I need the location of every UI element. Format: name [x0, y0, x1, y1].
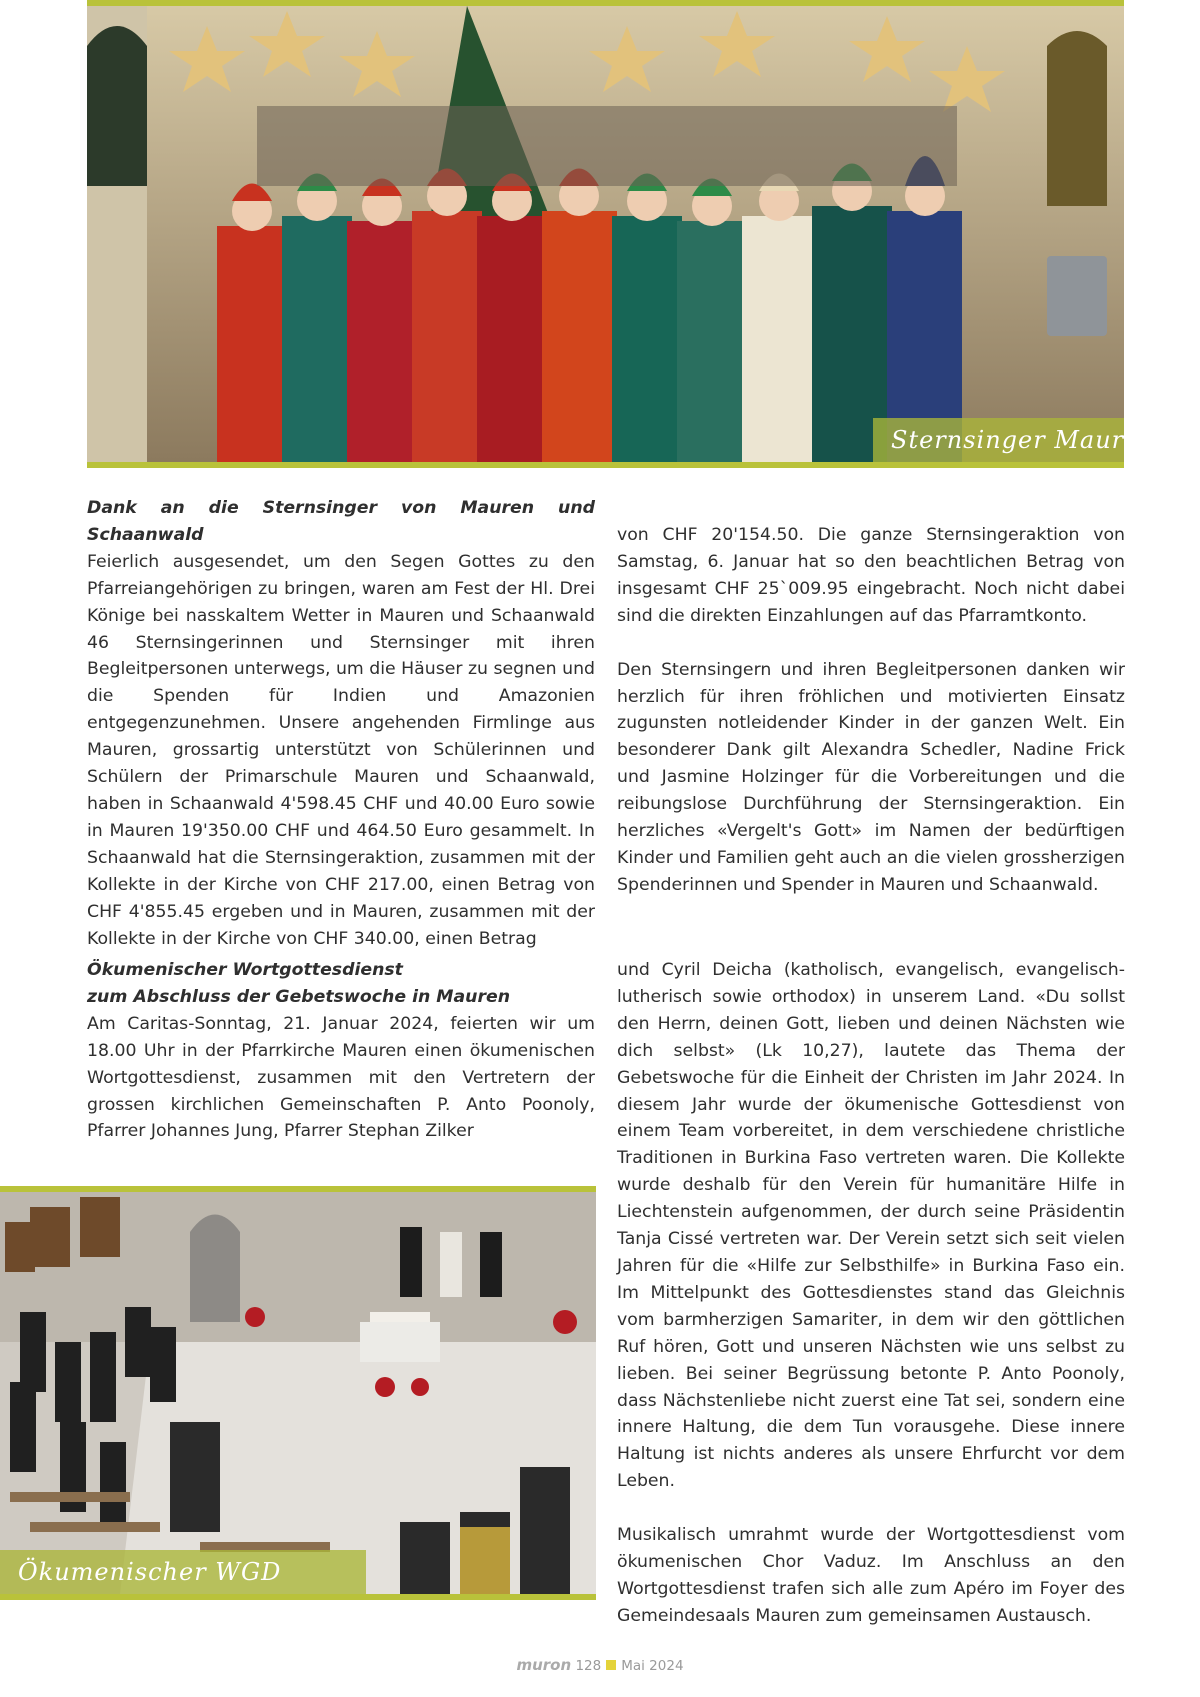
article2-heading-line2: zum Abschluss der Gebetswoche in Mauren	[87, 986, 511, 1007]
sternsinger-illustration	[87, 6, 1124, 462]
issue-date: Mai 2024	[621, 1658, 684, 1674]
article1-column-left	[87, 495, 595, 952]
article2-paragraph: Am Caritas-Sonntag, 21. Januar 2024, feierten wir um 18.00 Uhr in der Pfarrkirche Mauren einen ökumenischen Wortgottesdienst, zusammen mit den Vertretern der grossen kirchlichen Gemeinschaften P. Anto Poonoly, Pfarrer Johannes Jung, Pfarrer Stephan Zilker	[87, 1013, 595, 1142]
photo-caption: Sternsinger Mauren	[873, 418, 1124, 462]
photo-caption: Ökumenischer WGD	[0, 1550, 366, 1594]
article2-column-left	[87, 957, 595, 1145]
church-illustration	[0, 1192, 596, 1594]
article1-heading: Dank an die Sternsinger von Mauren und Schaanwald	[87, 498, 595, 545]
article1-paragraph: Feierlich ausgesendet, um den Segen Gottes zu den Pfarreiangehörigen zu bringen, waren am Fest der Hl. Drei Könige bei nasskaltem Wetter in Mauren und Schaanwald 46 Sternsingerinnen und Sternsinger mit ihren Begleitpersonen unterwegs, um die Häuser zu segnen und die Spenden für Indien und Amazonien entgegenzunehmen. Unsere angehenden Firmlinge aus Mauren, grossartig unterstützt von Schülerinnen und Schülern der Primarschule Mauren und Schaanwald, haben in Schaanwald 4'598.45 CHF und 40.00 Euro sowie in Mauren 19'350.00 CHF und 464.50 Euro gesammelt. In Schaanwald hat die Sternsingeraktion, zusammen mit der Kollekte in der Kirche von CHF 217.00, einen Betrag von CHF 4'855.45 ergeben und in Mauren, zusammen mit der Kollekte in der Kirche von CHF 340.00, einen Betrag	[87, 551, 595, 949]
article1-paragraph: von CHF 20'154.50. Die ganze Sternsingeraktion von Samstag, 6. Januar hat so den beachtlichen Betrag von insgesamt CHF 25`009.95 eingebracht. Noch nicht dabei sind die direkten Einzahlungen auf das Pfarramtkonto.	[617, 525, 1125, 626]
article1-paragraph: Den Sternsingern und ihren Begleitpersonen danken wir herzlich für ihren fröhlichen und motivierten Einsatz zugunsten notleidender Kinder in der ganzen Welt. Ein besonderer Dank gilt Alexandra Schedler, Nadine Frick und Jasmine Holzinger für die Vorbereitungen und die reibungslose Durchführung der Sternsingeraktion. Ein herzliches «Vergelt's Gott» im Namen der bedürftigen Kinder und Familien geht auch an die vielen grossherzigen Spenderinnen und Spender in Mauren und Schaanwald.	[617, 659, 1125, 895]
magazine-name: muron	[516, 1656, 572, 1674]
yellow-square-icon	[606, 1660, 616, 1670]
photo-sternsinger	[87, 0, 1156, 468]
article2-paragraph: und Cyril Deicha (katholisch, evangelisch, evangelisch-lutherisch sowie orthodox) in unserem Land. «Du sollst den Herrn, deinen Gott, lieben und deinen Nächsten wie dich selbst» (Lk 10,27), lautete das Thema der Gebetswoche für die Einheit der Christen im Jahr 2024. In diesem Jahr wurde der ökumenische Gottesdienst von einem Team vorbereitet, in dem verschiedene christliche Traditionen in Burkina Faso vertreten waren. Die Kollekte wurde deshalb für den Verein für humanitäre Hilfe in Liechtenstein aufgenommen, der durch seine Präsidentin Tanja Cissé vertreten war. Der Verein setzt sich seit vielen Jahren für die «Hilfe zur Selbsthilfe» in Burkina Faso ein. Im Mittelpunkt des Gottesdienstes stand das Gleichnis vom barmherzigen Samariter, in dem wir den göttlichen Ruf hören, Gott und unseren Nächsten wie uns selbst zu lieben. Bei seiner Begrüssung betonte P. Anto Poonoly, dass Nächstenliebe nicht zuerst eine Tat sei, sondern eine innere Haltung, die dem Tun vorausgehe. Diese innere Haltung ist nichts anderes als unsere Ehrfurcht vor dem Leben.	[617, 960, 1125, 1492]
article1-column-right	[617, 522, 1125, 899]
page-footer	[0, 1656, 1200, 1674]
article2-column-right	[617, 957, 1125, 1630]
article2-paragraph: Musikalisch umrahmt wurde der Wortgottesdienst vom ökumenischen Chor Vaduz. Im Anschluss an den Wortgottesdienst trafen sich alle zum Apéro im Foyer des Gemeindesaals Mauren zum gemeinsamen Austausch.	[617, 1525, 1125, 1626]
article2-heading-line1: Ökumenischer Wortgottesdienst	[87, 960, 403, 980]
photo-oekumenischer-wgd	[0, 1186, 596, 1600]
issue-number: 128	[575, 1658, 602, 1674]
